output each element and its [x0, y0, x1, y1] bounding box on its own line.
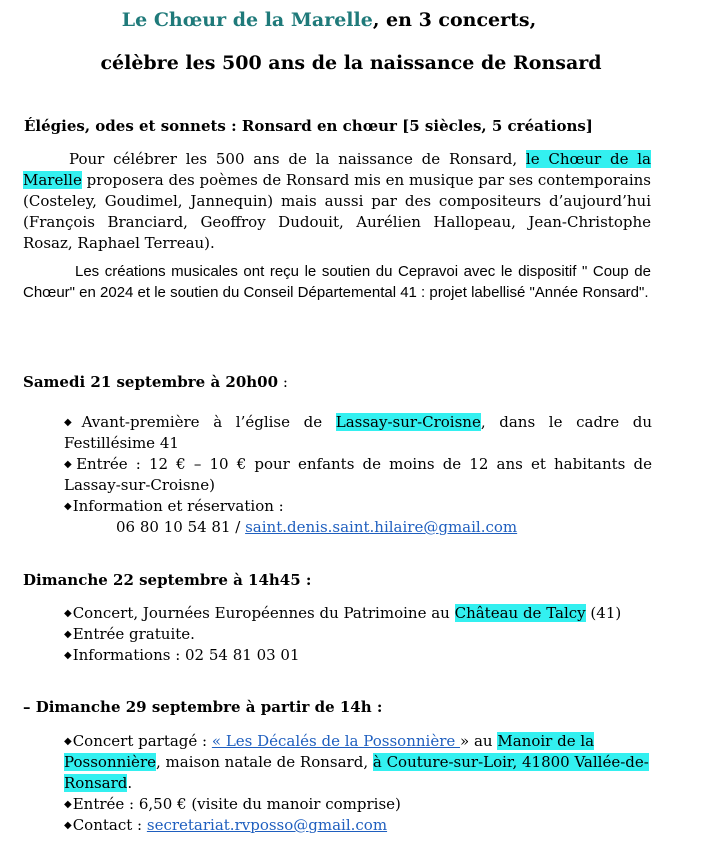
diamond-bullet-icon: ◆	[64, 820, 72, 831]
concert2-heading: Dimanche 22 septembre à 14h45 :	[23, 571, 312, 589]
diamond-bullet-icon: ◆	[64, 417, 81, 428]
page-title-line2: célèbre les 500 ans de la naissance de Ronsard	[100, 52, 602, 74]
list-item	[64, 496, 652, 517]
concert1-date: Samedi 21 septembre à 20h00	[23, 373, 279, 391]
c3-place-highlight: Manoir de la Possonnière	[64, 732, 595, 771]
c2-item3: Informations : 02 54 81 03 01	[72, 646, 300, 664]
diamond-bullet-icon: ◆	[64, 629, 72, 640]
c1-place-highlight: Lassay-sur-Croisne	[335, 413, 481, 431]
c3-town-highlight: à Couture-sur-Loir, 41800 Vallée-de-Ronsard	[64, 753, 649, 792]
c2-item2: Entrée gratuite.	[72, 625, 195, 643]
p1-after: proposera des poèmes de Ronsard mis en musique par ses contemporains (Costeley, Goudimel, Jannequin) mais aussi par des compositeurs d’aujourd’hui (François Branciard, Geoffroy Dudouit, Aurélien Hallopeau, Jean-Christophe Rosaz, Raphael Terreau).	[23, 171, 651, 252]
concert3-heading: – Dimanche 29 septembre à partir de 14h :	[23, 698, 383, 716]
c2-item1-after: (41)	[585, 604, 622, 622]
diamond-bullet-icon: ◆	[64, 799, 72, 810]
c3-item1-before: Concert partagé :	[72, 732, 212, 750]
page-title-line1	[0, 9, 702, 31]
list-item	[64, 624, 652, 645]
c1-item1-before: Avant-première à l’église de	[81, 413, 336, 431]
p2-text: Les créations musicales ont reçu le soutien du Cepravoi avec le dispositif " Coup de Chœur" en 2024 et le soutien du Conseil Départemental 41 : projet labellisé "Année Ronsard".	[23, 263, 651, 301]
p1-before: Pour célébrer les 500 ans de la naissance de Ronsard,	[69, 150, 526, 168]
concert1-details	[64, 412, 652, 538]
list-item	[64, 794, 652, 815]
diamond-bullet-icon: ◆	[64, 736, 72, 747]
c3-item1-mid2: , maison natale de Ronsard,	[156, 753, 373, 771]
list-item	[64, 815, 652, 836]
c3-item1-end: .	[127, 774, 133, 792]
intro-heading: Élégies, odes et sonnets : Ronsard en chœur [5 siècles, 5 créations]	[24, 117, 593, 135]
choir-highlight: le Chœur de la Marelle	[23, 150, 651, 189]
c1-contact	[64, 517, 652, 538]
c2-item1-before: Concert, Journées Européennes du Patrimoine au	[72, 604, 455, 622]
diamond-bullet-icon: ◆	[64, 501, 72, 512]
concert3-details	[64, 731, 652, 836]
concert1-heading	[23, 373, 288, 391]
intro-paragraph-2	[23, 261, 651, 303]
c1-item1-after: , dans le cadre du Festillésime 41	[64, 413, 652, 452]
list-item	[64, 603, 652, 624]
intro-paragraph-1	[23, 149, 651, 254]
concert2-details	[64, 603, 652, 666]
list-item	[64, 731, 652, 794]
c3-item2: Entrée : 6,50 € (visite du manoir comprise)	[72, 795, 401, 813]
list-item	[64, 645, 652, 666]
c1-email-link[interactable]: saint.denis.saint.hilaire@gmail.com	[245, 518, 518, 536]
diamond-bullet-icon: ◆	[64, 650, 72, 661]
c1-item3: Information et réservation :	[72, 497, 284, 515]
c3-contact-label: Contact :	[72, 816, 147, 834]
list-item	[64, 454, 652, 496]
concert1-heading-suffix: :	[278, 373, 288, 391]
diamond-bullet-icon: ◆	[64, 459, 76, 470]
choir-name: Le Chœur de la Marelle	[121, 9, 373, 31]
diamond-bullet-icon: ◆	[64, 608, 72, 619]
c3-item1-mid: » au	[460, 732, 498, 750]
c1-item2: Entrée : 12 € – 10 € pour enfants de moins de 12 ans et habitants de Lassay-sur-Croisne)	[64, 455, 652, 494]
title-line1-rest: , en 3 concerts,	[372, 9, 537, 31]
c1-phone: 06 80 10 54 81 /	[116, 518, 246, 536]
c3-group-link[interactable]: « Les Décalés de la Possonnière	[211, 732, 461, 750]
c2-place-highlight: Château de Talcy	[454, 604, 586, 622]
c3-email-link[interactable]: secretariat.rvposso@gmail.com	[146, 816, 388, 834]
list-item	[64, 412, 652, 454]
